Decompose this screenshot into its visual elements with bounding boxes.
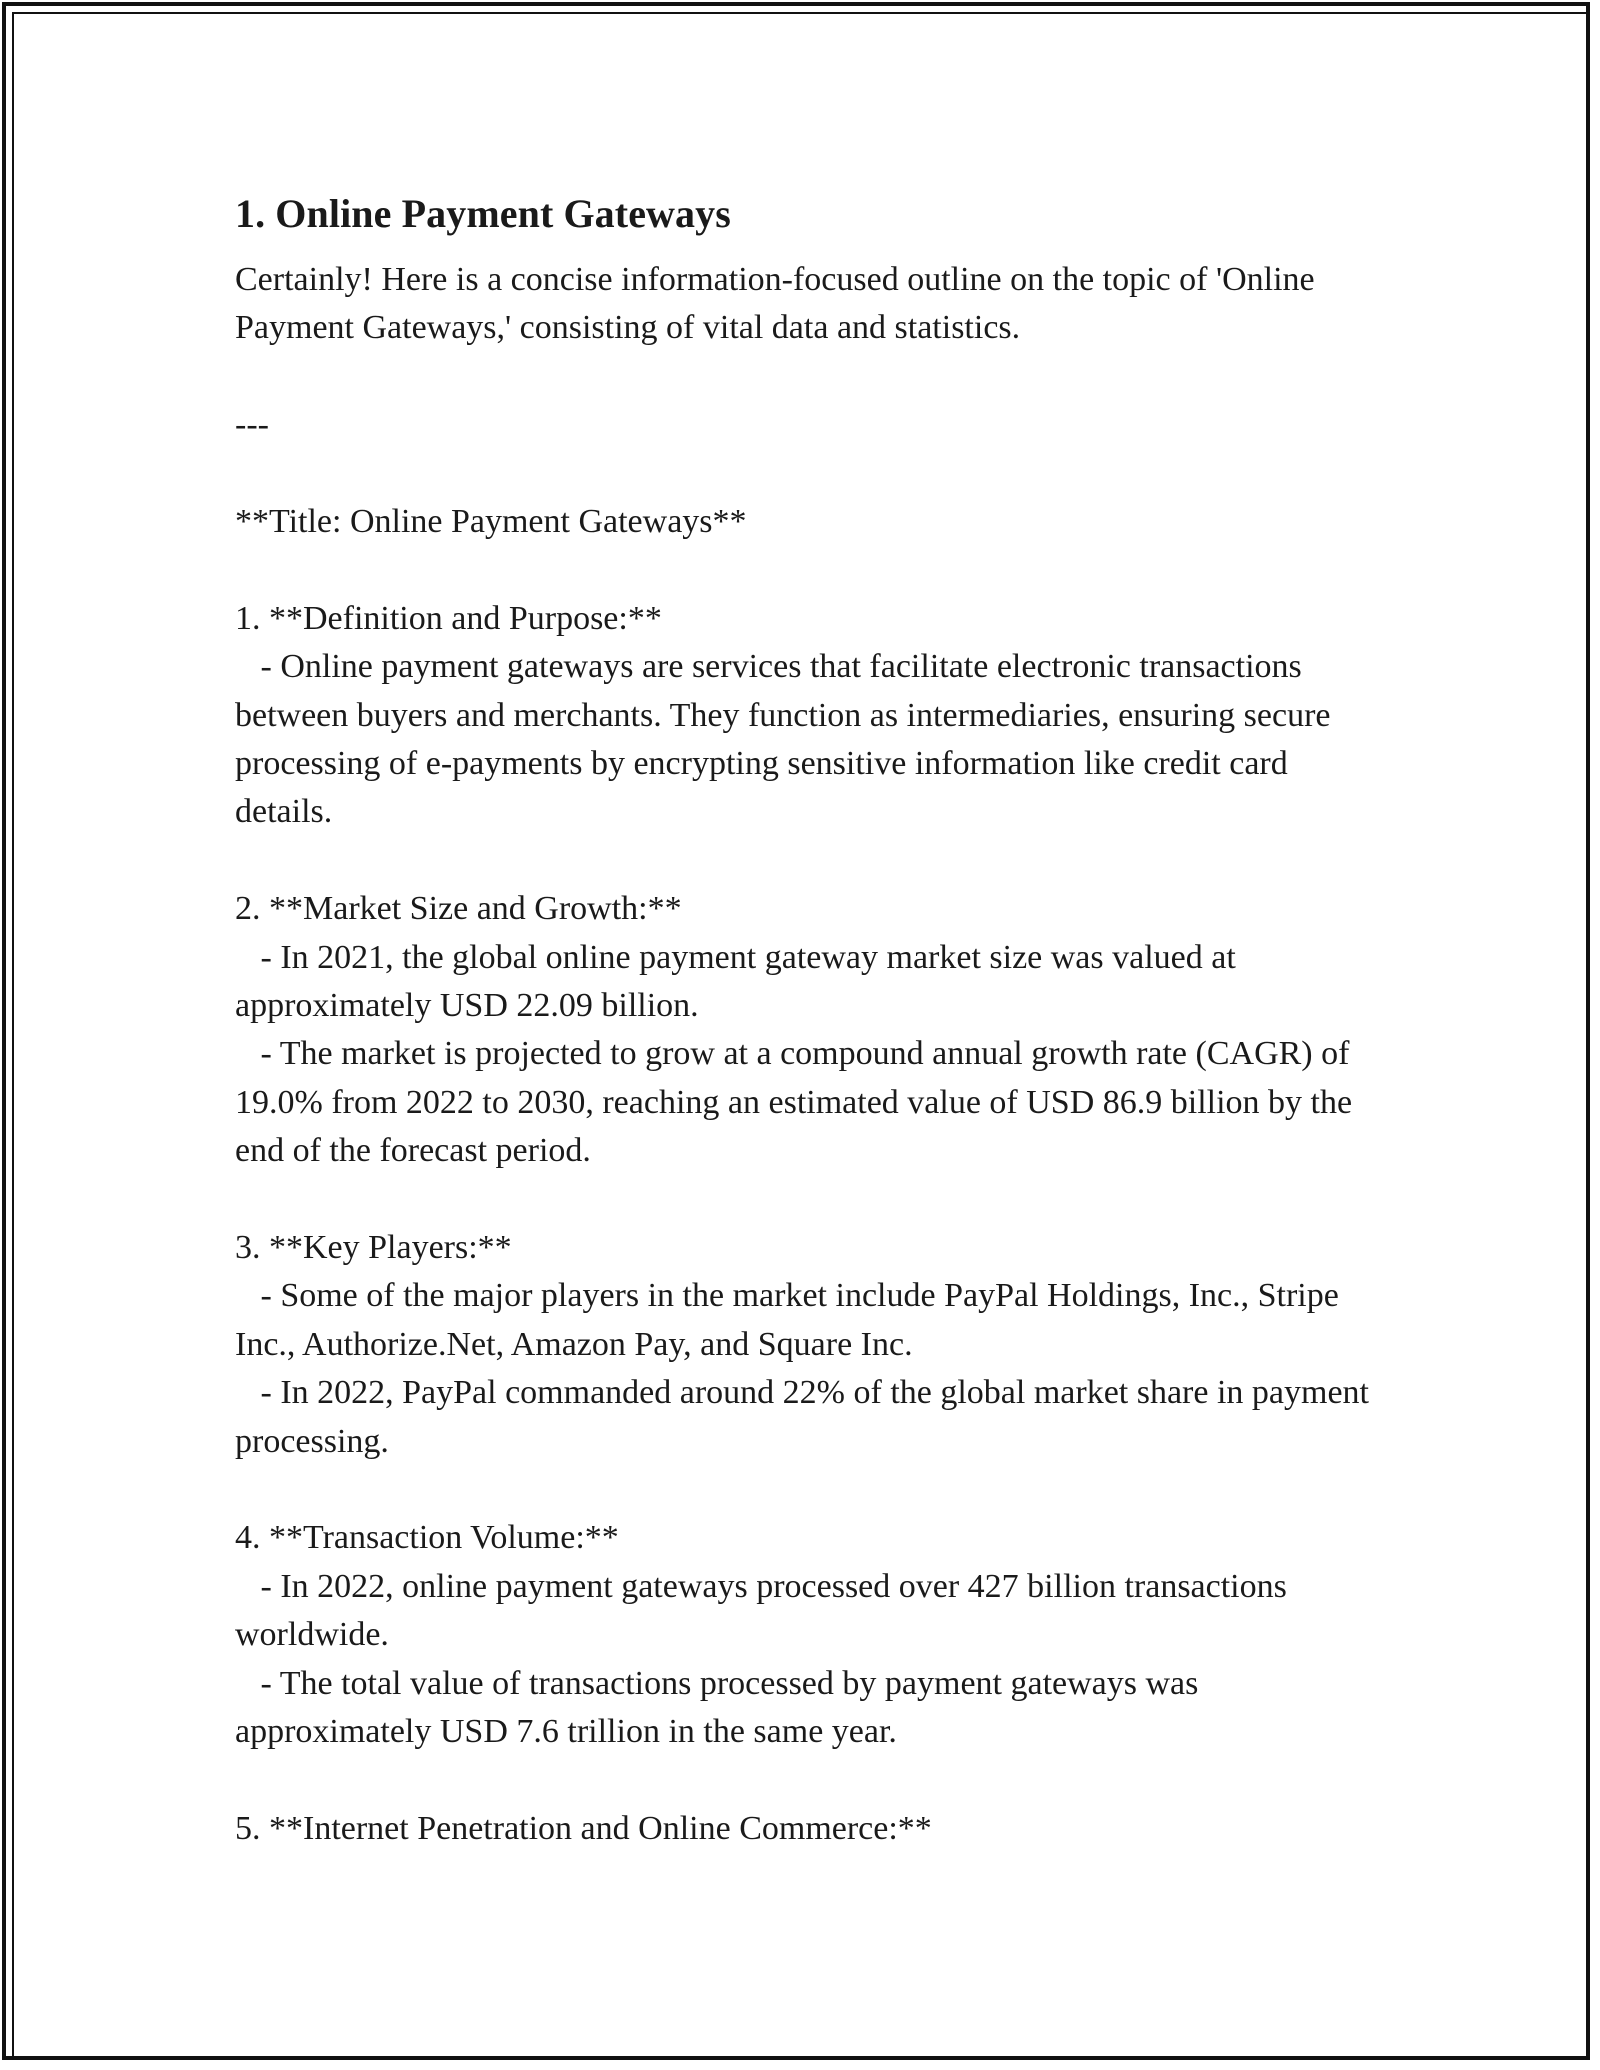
- section-bullet: - Some of the major players in the market include PayPal Holdings, Inc., Stripe Inc., Authorize.Net, Amazon Pay, and Square Inc.: [235, 1277, 1348, 1363]
- section-heading: 5. **Internet Penetration and Online Commerce:**: [235, 1809, 932, 1847]
- spacer: [235, 546, 1375, 594]
- section-bullet: - In 2022, PayPal commanded around 22% of the global market share in payment processing.: [235, 1374, 1378, 1460]
- document-title: **Title: Online Payment Gateways**: [235, 503, 747, 540]
- section-heading: 1. **Definition and Purpose:**: [235, 599, 662, 637]
- spacer: [235, 1176, 1375, 1224]
- spacer: [235, 353, 1375, 401]
- section-heading: 4. **Transaction Volume:**: [235, 1519, 619, 1557]
- spacer: [235, 1757, 1375, 1805]
- document-body: [235, 186, 1378, 1853]
- section-heading: 2. **Market Size and Growth:**: [235, 890, 682, 928]
- spacer: [235, 450, 1375, 498]
- section-bullet: - The total value of transactions processed by payment gateways was approximately USD 7.6 trillion in the same year.: [235, 1664, 1207, 1751]
- page-heading: 1. Online Payment Gateways: [235, 191, 731, 236]
- section-bullet: - The market is projected to grow at a compound annual growth rate (CAGR) of 19.0% from 2022 to 2030, reaching an estimated value of USD 86.9 billion by the end of the forecast period.: [235, 1035, 1361, 1170]
- section-bullet: - In 2021, the global online payment gateway market size was valued at approximately USD 22.09 billion.: [235, 938, 1245, 1025]
- spacer: [235, 1466, 1375, 1514]
- intro-paragraph: Certainly! Here is a concise information-focused outline on the topic of 'Online Payment Gateways,' consisting of vital data and statistics.: [235, 261, 1324, 347]
- spacer: [235, 837, 1375, 885]
- separator-line: ---: [235, 406, 269, 444]
- section-heading: 3. **Key Players:**: [235, 1229, 512, 1267]
- section-bullet: - In 2022, online payment gateways processed over 427 billion transactions worldwide.: [235, 1567, 1296, 1654]
- section-bullet: - Online payment gateways are services that facilitate electronic transactions between buyers and merchants. They function as intermediaries, ensuring secure processing of e-payments by encrypting sensitive information like credit card details.: [235, 648, 1339, 831]
